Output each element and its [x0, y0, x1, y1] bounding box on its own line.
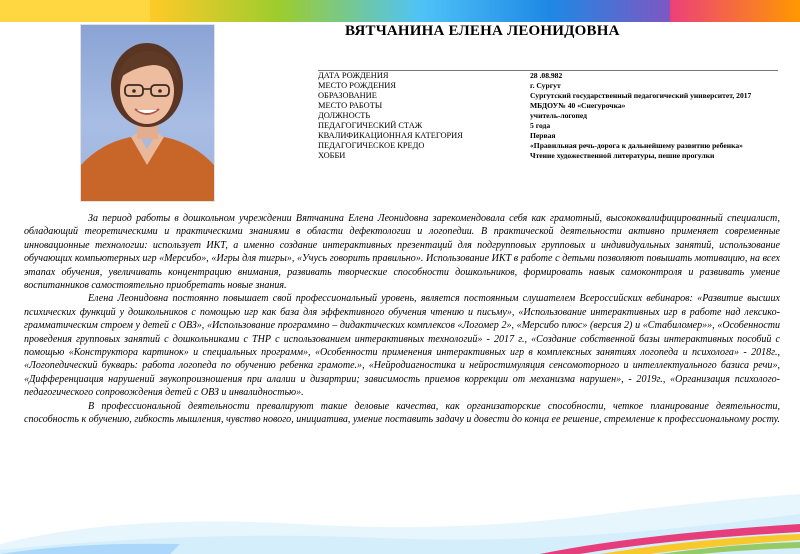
profile-value: г. Сургут: [530, 81, 561, 90]
profile-table: [318, 70, 778, 161]
band-cyan: [280, 0, 420, 22]
profile-row: [318, 91, 778, 101]
profile-row: [318, 131, 778, 141]
swoosh-graphic: [0, 494, 800, 554]
portrait-photo: [80, 24, 215, 202]
band-pink: [670, 0, 800, 22]
top-color-band: [0, 0, 800, 22]
profile-row: [318, 101, 778, 111]
profile-label: МЕСТО РОЖДЕНИЯ: [318, 81, 396, 90]
bottom-decoration: [0, 494, 800, 554]
profile-row: [318, 81, 778, 91]
band-yellow: [0, 0, 150, 22]
profile-value: Первая: [530, 131, 556, 140]
bio-paragraph: В профессиональной деятельности превалируют такие деловые качества, как организаторские способности, четкое планирование деятельности, способность к обучению, гибкость мышления, чувство нового, инициатива, умение поставить задачу и довести до конца ее решение, стремление к профессиональному росту.: [24, 400, 780, 426]
portrait-illustration: [81, 25, 214, 201]
profile-value: Сургутский государственный педагогический университет, 2017: [530, 91, 752, 100]
profile-value: 28 .08.982: [530, 71, 563, 80]
profile-label: КВАЛИФИКАЦИОННАЯ КАТЕГОРИЯ: [318, 131, 463, 140]
profile-label: ХОББИ: [318, 151, 346, 160]
profile-label: ДАТА РОЖДЕНИЯ: [318, 71, 389, 80]
profile-row: [318, 111, 778, 121]
profile-row: [318, 71, 778, 81]
profile-value: учитель-логопед: [530, 111, 587, 120]
band-green: [150, 0, 280, 22]
profile-value: «Правильная речь-дорога к дальнейшему развитию ребенка»: [530, 141, 743, 150]
person-name: ВЯТЧАНИНА ЕЛЕНА ЛЕОНИДОВНА: [345, 23, 620, 39]
profile-label: ОБРАЗОВАНИЕ: [318, 91, 377, 100]
profile-label: МЕСТО РАБОТЫ: [318, 101, 383, 110]
band-violet: [550, 0, 670, 22]
profile-value: Чтение художественной литературы, пешие прогулки: [530, 151, 715, 160]
profile-label: ПЕДАГОГИЧЕСКОЕ КРЕДО: [318, 141, 425, 150]
bio-paragraph: Елена Леонидовна постоянно повышает свой профессиональный уровень, является постоянным слушателем Всероссийских вебинаров: «Развитие высших психических функций у дошкольников с помощью игр как база для эффективного обучения чтению и письму», «Использование интерактивных игр в работе над лексико-грамматическим строем у детей с ОВЗ», «Использование программно – дидактических комплексов «Логомер 2», «Мерсибо плюс» (версия 2) и «Стабиломер»», «Особенности проведения групповых занятий с дошкольниками с ТНР с использованием интерактивных технологий» - 2017 г., «Создание собственной базы интерактивных пособий с помощью «Конструктора картинок» и специальных программ», «Особенности применения интерактивных игр в комплексных занятиях логопеда и психолога» - 2018г., «Логопедический букварь: работа логопеда по обучению ребенка грамоте.», «Нейродиагностика и нейростимуляция сенсомоторного и интеллектуального базиса речи», «Дифференциация нарушений звукопроизношения при алалии и дизартрии; зависимость приемов коррекции от механизма нарушен», - 2019г., «Организация психолого-педагогического сопровождения детей с ОВЗ и инвалидностью».: [24, 293, 780, 399]
profile-row: [318, 141, 778, 151]
profile-value: 5 года: [530, 121, 551, 130]
profile-row: [318, 121, 778, 131]
profile-label: ПЕДАГОГИЧЕСКИЙ СТАЖ: [318, 121, 423, 130]
biography-text: [24, 212, 780, 427]
profile-label: ДОЛЖНОСТЬ: [318, 111, 371, 120]
profile-row: [318, 151, 778, 161]
bio-paragraph: За период работы в дошкольном учреждении Вятчанина Елена Леонидовна зарекомендовала себя как грамотный, высококвалифицированный специалист, обладающий теоретическими и практическими знаниями в области дефектологии и логопедии. В практической деятельности активно применяет современные инновационные технологии: использует ИКТ, а именно создание интерактивных презентаций для подгрупповых групповых и индивидуальных занятий, использование обучающих компьютерных игр «Мерсибо», «Игры для тигры», «Учусь говорить правильно». Использование ИКТ в работе с детьми позволяют повышать мотивацию, на всех этапах обучения, увеличивать концентрацию внимания, развивать творческие способности дошкольников, формировать навык самоконтроля и развивать умение воспитанников самостоятельно приобретать новые знания.: [24, 213, 780, 292]
band-blue: [420, 0, 550, 22]
profile-value: МБДОУ№ 40 «Снегурочка»: [530, 101, 626, 110]
